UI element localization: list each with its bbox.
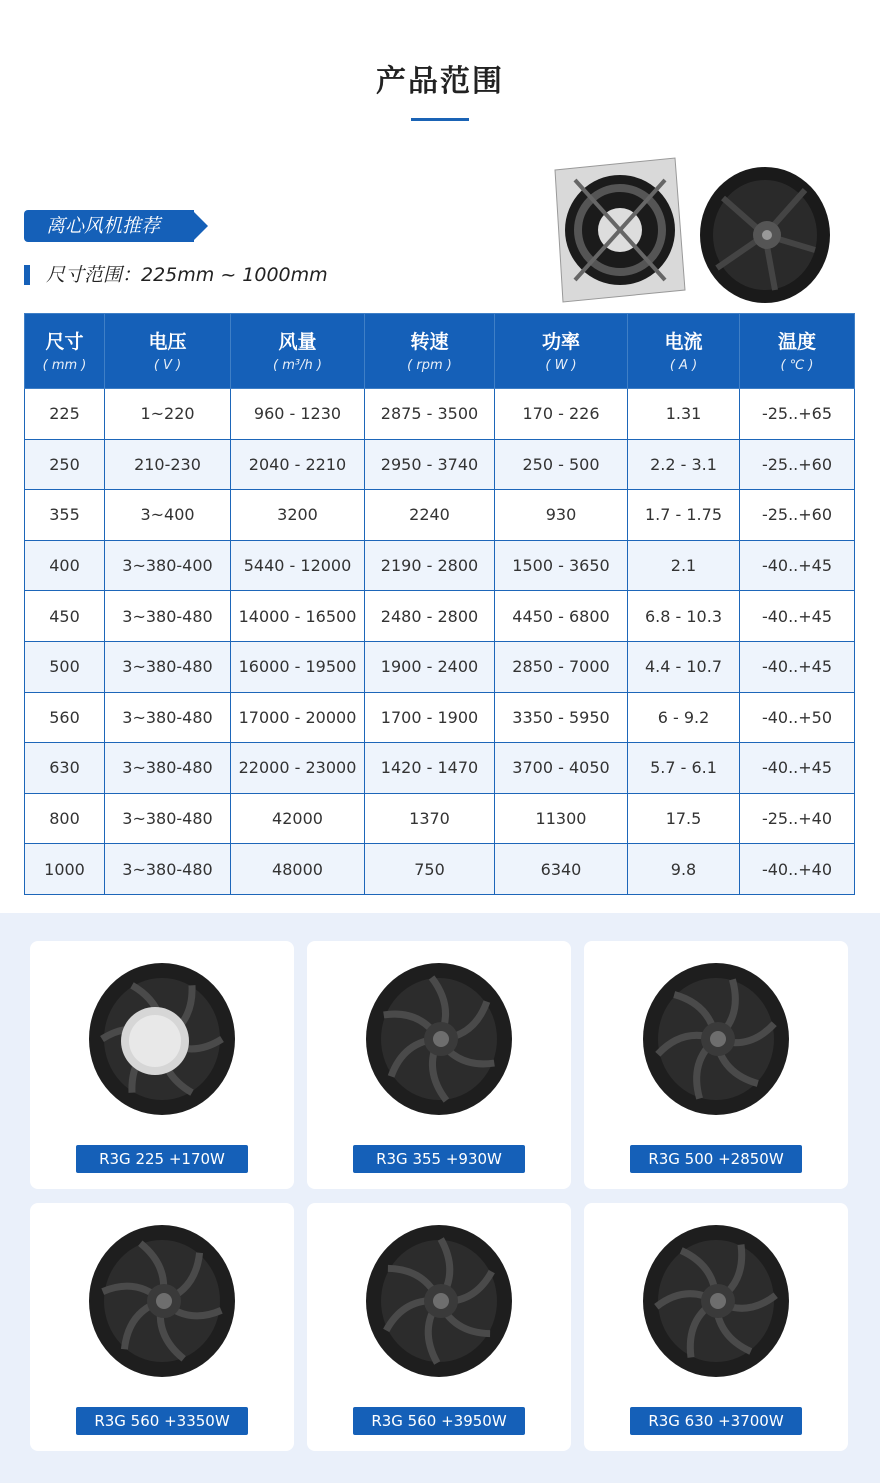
table-cell: -40..+45	[740, 591, 855, 642]
table-cell: 2240	[365, 490, 495, 541]
table-cell: 3~380-480	[105, 692, 231, 743]
table-cell: -25..+65	[740, 389, 855, 440]
table-cell: -40..+45	[740, 540, 855, 591]
product-card[interactable]	[307, 941, 571, 1189]
table-cell: 4.4 - 10.7	[628, 641, 740, 692]
table-cell: 225	[25, 389, 105, 440]
header-name: 转速	[410, 330, 449, 353]
table-header-cell	[231, 314, 365, 389]
table-row	[25, 439, 855, 490]
table-row	[25, 844, 855, 895]
table-cell: 3~380-480	[105, 743, 231, 794]
table-cell: 1370	[365, 793, 495, 844]
header-name: 风量	[278, 330, 317, 353]
product-label[interactable]: R3G 560 +3350W	[76, 1407, 248, 1435]
table-cell: 42000	[231, 793, 365, 844]
centrifugal-fan-icon	[641, 1221, 791, 1381]
product-gallery	[0, 913, 880, 1483]
tag-arrow	[192, 210, 208, 242]
table-cell: 6.8 - 10.3	[628, 591, 740, 642]
table-cell: 16000 - 19500	[231, 641, 365, 692]
table-cell: 4450 - 6800	[495, 591, 628, 642]
header-name: 电压	[148, 330, 187, 353]
table-cell: 1.7 - 1.75	[628, 490, 740, 541]
table-cell: 3~380-480	[105, 844, 231, 895]
table-cell: 630	[25, 743, 105, 794]
product-card[interactable]	[307, 1203, 571, 1451]
header-name: 电流	[664, 330, 703, 353]
table-cell: 11300	[495, 793, 628, 844]
category-tag-label: 离心风机推荐	[24, 210, 194, 242]
spec-table	[24, 313, 855, 895]
table-cell: 930	[495, 490, 628, 541]
table-row	[25, 591, 855, 642]
header-unit: ( A )	[669, 357, 698, 373]
product-card[interactable]	[30, 1203, 294, 1451]
table-cell: 3200	[231, 490, 365, 541]
table-cell: 3700 - 4050	[495, 743, 628, 794]
table-cell: 6 - 9.2	[628, 692, 740, 743]
table-header-row	[25, 314, 855, 389]
centrifugal-fan-icon	[87, 1221, 237, 1381]
table-cell: 2950 - 3740	[365, 439, 495, 490]
centrifugal-fan-icon	[87, 959, 237, 1119]
table-cell: -25..+60	[740, 439, 855, 490]
product-card[interactable]	[584, 1203, 848, 1451]
table-cell: 560	[25, 692, 105, 743]
table-cell: 210-230	[105, 439, 231, 490]
centrifugal-fan-icon	[364, 1221, 514, 1381]
table-cell: 2190 - 2800	[365, 540, 495, 591]
header-name: 温度	[777, 330, 816, 353]
table-cell: 500	[25, 641, 105, 692]
table-cell: 800	[25, 793, 105, 844]
table-header-cell	[495, 314, 628, 389]
table-cell: 1700 - 1900	[365, 692, 495, 743]
product-label[interactable]: R3G 225 +170W	[76, 1145, 248, 1173]
table-cell: 14000 - 16500	[231, 591, 365, 642]
header-unit: ( W )	[545, 357, 577, 373]
table-cell: 170 - 226	[495, 389, 628, 440]
table-row	[25, 641, 855, 692]
table-header-cell	[25, 314, 105, 389]
table-header-cell	[365, 314, 495, 389]
table-cell: -25..+60	[740, 490, 855, 541]
table-cell: -40..+45	[740, 743, 855, 794]
title-underline	[411, 118, 469, 121]
centrifugal-fan-icon	[641, 959, 791, 1119]
centrifugal-fan-icon	[364, 959, 514, 1119]
table-cell: 3~380-400	[105, 540, 231, 591]
table-row	[25, 692, 855, 743]
table-cell: 400	[25, 540, 105, 591]
header-unit: ( mm )	[42, 357, 87, 373]
table-cell: 1.31	[628, 389, 740, 440]
table-cell: 1420 - 1470	[365, 743, 495, 794]
table-cell: 2480 - 2800	[365, 591, 495, 642]
table-cell: 2850 - 7000	[495, 641, 628, 692]
table-row	[25, 793, 855, 844]
product-label[interactable]: R3G 630 +3700W	[630, 1407, 802, 1435]
table-cell: 9.8	[628, 844, 740, 895]
section-title: 产品范围	[376, 64, 504, 99]
header-name: 尺寸	[45, 330, 84, 353]
table-header-cell	[628, 314, 740, 389]
product-card[interactable]	[584, 941, 848, 1189]
table-cell: 2.2 - 3.1	[628, 439, 740, 490]
hero-fan-image	[545, 150, 845, 310]
header-unit: ( m³/h )	[273, 357, 322, 373]
table-cell: -40..+40	[740, 844, 855, 895]
table-cell: 960 - 1230	[231, 389, 365, 440]
table-cell: -25..+40	[740, 793, 855, 844]
table-cell: 5440 - 12000	[231, 540, 365, 591]
table-row	[25, 743, 855, 794]
table-cell: 450	[25, 591, 105, 642]
table-cell: 3~380-480	[105, 793, 231, 844]
table-cell: 250	[25, 439, 105, 490]
table-row	[25, 540, 855, 591]
table-cell: 1~220	[105, 389, 231, 440]
table-cell: 1500 - 3650	[495, 540, 628, 591]
table-cell: 5.7 - 6.1	[628, 743, 740, 794]
product-label[interactable]: R3G 560 +3950W	[353, 1407, 525, 1435]
table-row	[25, 389, 855, 440]
table-cell: 2.1	[628, 540, 740, 591]
table-header-cell	[105, 314, 231, 389]
size-range-marker	[24, 265, 30, 285]
table-cell: 355	[25, 490, 105, 541]
header-unit: ( rpm )	[407, 357, 452, 373]
table-cell: 250 - 500	[495, 439, 628, 490]
framed-fan-icon	[555, 158, 685, 302]
table-cell: 3350 - 5950	[495, 692, 628, 743]
table-cell: 22000 - 23000	[231, 743, 365, 794]
table-cell: 3~380-480	[105, 591, 231, 642]
table-cell: 17000 - 20000	[231, 692, 365, 743]
header-unit: ( ℃ )	[780, 357, 814, 373]
table-cell: 1900 - 2400	[365, 641, 495, 692]
table-cell: 750	[365, 844, 495, 895]
table-header-cell	[740, 314, 855, 389]
table-cell: 3~400	[105, 490, 231, 541]
table-row	[25, 490, 855, 541]
product-label[interactable]: R3G 355 +930W	[353, 1145, 525, 1173]
product-card[interactable]	[30, 941, 294, 1189]
table-cell: 48000	[231, 844, 365, 895]
category-tag	[24, 210, 208, 242]
table-cell: 6340	[495, 844, 628, 895]
table-cell: 2875 - 3500	[365, 389, 495, 440]
table-cell: 17.5	[628, 793, 740, 844]
table-cell: -40..+50	[740, 692, 855, 743]
table-cell: -40..+45	[740, 641, 855, 692]
table-body	[25, 389, 855, 895]
product-label[interactable]: R3G 500 +2850W	[630, 1145, 802, 1173]
header-name: 功率	[541, 330, 580, 353]
header-unit: ( V )	[153, 357, 182, 373]
size-range-text: 尺寸范围：225mm ~ 1000mm	[46, 264, 328, 286]
table-cell: 1000	[25, 844, 105, 895]
impeller-fan-icon	[700, 167, 830, 303]
table-cell: 2040 - 2210	[231, 439, 365, 490]
table-cell: 3~380-480	[105, 641, 231, 692]
